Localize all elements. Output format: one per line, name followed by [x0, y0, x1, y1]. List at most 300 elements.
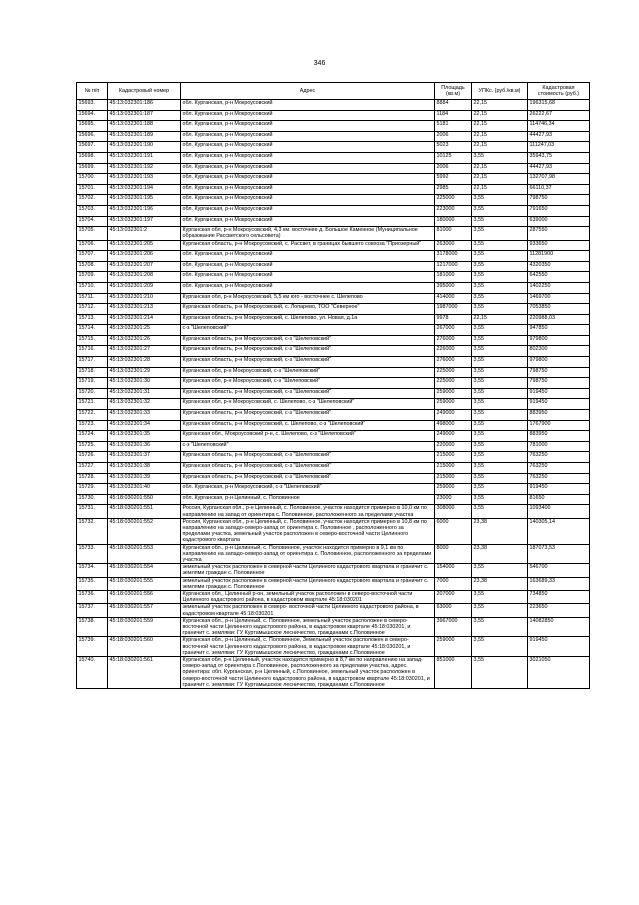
cell-address: обл. Курганская, р-н Мокроусовский [181, 216, 435, 227]
cell-area: 267000 [435, 325, 472, 336]
table-row [77, 617, 590, 637]
cell-upks: 3,55 [472, 473, 528, 484]
cell-cadastral-number: 45:13:032301:195 [108, 195, 181, 206]
cell-cadastral-value: 26222,67 [528, 110, 590, 121]
cell-cadastral-value: 7053850 [528, 304, 590, 315]
page-number: 346 [313, 60, 326, 67]
cell-cadastral-value: 66110,37 [528, 184, 590, 195]
cell-upks: 3,55 [472, 325, 528, 336]
cell-cadastral-value: 287550 [528, 227, 590, 240]
cell-upks: 3,55 [472, 152, 528, 163]
cell-address: Курганская обл, р-н Мокроусовский, с-з "Шелеповский" [181, 367, 435, 378]
cell-address: Курганская область, р-н Мокроусовский, с-з "Шелеповский" [181, 473, 435, 484]
table-row [77, 657, 590, 689]
table-row [77, 410, 590, 421]
cell-number: 15736. [77, 591, 108, 604]
cell-cadastral-number: 45:18:030201:557 [108, 604, 181, 617]
cell-cadastral-number: 45:13:032301:40 [108, 484, 181, 495]
cell-address: с-з "Шелеповский" [181, 325, 435, 336]
cell-upks: 22,15 [472, 100, 528, 111]
cell-area: 395000 [435, 282, 472, 293]
cell-upks: 3,55 [472, 505, 528, 518]
cell-cadastral-number: 45:13:032301:193 [108, 174, 181, 185]
cell-cadastral-value: 196315,68 [528, 100, 590, 111]
cell-address: Россия, Курганская обл., р-н Целинный, с. Половинное, участок находится примерно в 10,8 км по направлению на западо-северо-запад от ориентира с. Половинное , расположенного за пределами участка, земельный участок расположен в северо-восточной части Целинного кадастрового квартала [181, 518, 435, 544]
cell-area: 7000 [435, 577, 472, 590]
cell-number: 15699. [77, 163, 108, 174]
table-row [77, 293, 590, 304]
table-row [77, 163, 590, 174]
cell-number: 15703. [77, 205, 108, 216]
cell-upks: 3,55 [472, 357, 528, 368]
cell-upks: 3,55 [472, 399, 528, 410]
cell-number: 15717. [77, 357, 108, 368]
cell-cadastral-number: 45:18:030201:555 [108, 577, 181, 590]
cell-cadastral-value: 163689,33 [528, 577, 590, 590]
cell-cadastral-number: 45:13:032301:25 [108, 325, 181, 336]
cell-number: 15721. [77, 399, 108, 410]
cell-area: 3967000 [435, 617, 472, 637]
table-row [77, 494, 590, 505]
cell-area: 225000 [435, 195, 472, 206]
cell-address: обл. Курганская, р-н Мокроусовский [181, 100, 435, 111]
cell-area: 2006 [435, 131, 472, 142]
cell-area: 259000 [435, 637, 472, 657]
cell-upks: 22,15 [472, 142, 528, 153]
cell-area: 180000 [435, 216, 472, 227]
cell-cadastral-value: 114746,34 [528, 121, 590, 132]
cell-cadastral-number: 45:13:032301:2 [108, 227, 181, 240]
cell-upks: 22,15 [472, 314, 528, 325]
cell-cadastral-value: 919450 [528, 637, 590, 657]
cell-upks: 3,55 [472, 463, 528, 474]
cell-address: земельный участок расположен в северо- восточной части Целинного кадастрового района, в кадастровом квартале 45:18:030201 [181, 604, 435, 617]
table-row [77, 484, 590, 495]
table-row [77, 216, 590, 227]
header-upks: УПКс. (руб./кв.м) [472, 83, 528, 100]
cell-upks: 22,15 [472, 131, 528, 142]
cell-number: 15711. [77, 293, 108, 304]
cell-upks: 3,55 [472, 205, 528, 216]
cell-cadastral-value: 798750 [528, 195, 590, 206]
cell-cadastral-number: 45:18:030201:552 [108, 518, 181, 544]
cell-area: 181000 [435, 272, 472, 283]
table-row [77, 452, 590, 463]
cell-cadastral-value: 3021050 [528, 657, 590, 689]
cell-area: 215000 [435, 452, 472, 463]
cell-upks: 3,55 [472, 304, 528, 315]
cell-cadastral-value: 44427,93 [528, 131, 590, 142]
cell-number: 15733. [77, 544, 108, 564]
table-row [77, 346, 590, 357]
header-cadastral-number: Кадастровый номер [108, 83, 181, 100]
cell-address: обл. Курганская, р-н Мокроусовский, с-з "Шелеповский" [181, 484, 435, 495]
cell-area: 5181 [435, 121, 472, 132]
cell-cadastral-value: 11281900 [528, 251, 590, 262]
cell-upks: 22,15 [472, 110, 528, 121]
cell-address: обл. Курганская, р-н Мокроусовский [181, 121, 435, 132]
cell-cadastral-value: 1093400 [528, 505, 590, 518]
cell-address: обл. Курганская, р-н Мокроусовский [181, 205, 435, 216]
table-row [77, 131, 590, 142]
cell-address: Россия, Курганская обл., р-н Целинный, с. Половинное, участок находится примерно в 10,0 км по направлению на запад от ориентира с. Половинное, расположенного за пределами участка [181, 505, 435, 518]
cell-area: 207000 [435, 591, 472, 604]
table-row [77, 518, 590, 544]
cell-cadastral-value: 223650 [528, 604, 590, 617]
cell-upks: 3,55 [472, 251, 528, 262]
cell-address: Курганская обл., р-н Целинный, с. Половинное, земельный участок расположен в северо-восточной части Целинного кадастрового района, в кадастровом квартале 45:18:030201, и граничит с. землями: ГУ Куртамышское лесничество, гражданами с.Половинное [181, 617, 435, 637]
table-row [77, 282, 590, 293]
cell-address: Курганская обл., Целинный р-он, земельный участок расположен в северо-восточной части Целинного кадастрового района, в кадастровом квартале 45:18:030201 [181, 591, 435, 604]
cell-address: Курганская область, р-н Мокроусовский, с-з "Шелеповский" [181, 346, 435, 357]
cell-number: 15735. [77, 577, 108, 590]
cell-upks: 3,55 [472, 410, 528, 421]
cell-address: Курганская область, р-н Мокроусовский, с-з "Шелеповский" [181, 357, 435, 368]
cell-cadastral-number: 45:13:032301:26 [108, 335, 181, 346]
cell-cadastral-number: 45:13:032301:197 [108, 216, 181, 227]
cell-cadastral-value: 81650 [528, 494, 590, 505]
cell-cadastral-number: 45:13:032301:187 [108, 110, 181, 121]
cell-cadastral-number: 45:13:032301:191 [108, 152, 181, 163]
cell-cadastral-value: 979800 [528, 335, 590, 346]
cell-cadastral-number: 45:13:032301:39 [108, 473, 181, 484]
table-row [77, 272, 590, 283]
table-row [77, 399, 590, 410]
table-row [77, 564, 590, 577]
cell-address: Курганская обл., Мокроусовский р-н, с. Шелепово, с-з "Шелеповский" [181, 431, 435, 442]
table-row [77, 251, 590, 262]
cell-cadastral-value: 919450 [528, 484, 590, 495]
cell-number: 15722. [77, 410, 108, 421]
cell-upks: 3,55 [472, 420, 528, 431]
cell-cadastral-value: 919450 [528, 388, 590, 399]
cell-cadastral-value: 132707,98 [528, 174, 590, 185]
cell-upks: 22,15 [472, 163, 528, 174]
table-row [77, 110, 590, 121]
cell-cadastral-number: 45:13:032301:38 [108, 463, 181, 474]
cell-number: 15694. [77, 110, 108, 121]
cell-number: 15709. [77, 272, 108, 283]
cell-number: 15738. [77, 617, 108, 637]
cell-cadastral-number: 45:13:032301:205 [108, 240, 181, 251]
cell-number: 15718. [77, 367, 108, 378]
cell-number: 15729. [77, 484, 108, 495]
cell-address: Курганская обл., р-н Целинный, с. Половинное, участок находится примерно в 9,1 км по направлению на западо-северо-запад от ориентира с. Половинное, расположенного за пределами участка [181, 544, 435, 564]
cell-area: 225000 [435, 378, 472, 389]
cell-upks: 3,55 [472, 604, 528, 617]
cell-cadastral-number: 45:13:032301:206 [108, 251, 181, 262]
cell-upks: 3,55 [472, 367, 528, 378]
cell-upks: 3,55 [472, 282, 528, 293]
cell-area: 154000 [435, 564, 472, 577]
header-address: Адрес [181, 83, 435, 100]
cell-cadastral-number: 45:13:032301:214 [108, 314, 181, 325]
cell-address: обл. Курганская, р-н Мокроусовский [181, 184, 435, 195]
cell-number: 15725. [77, 441, 108, 452]
cell-number: 15732. [77, 518, 108, 544]
cell-area: 5023 [435, 142, 472, 153]
cell-address: обл. Курганская, р-н Мокроусовский [181, 131, 435, 142]
cell-cadastral-number: 45:18:030201:550 [108, 494, 181, 505]
cell-area: 1987000 [435, 304, 472, 315]
cell-cadastral-number: 45:13:032301:33 [108, 410, 181, 421]
cell-upks: 3,55 [472, 293, 528, 304]
cell-number: 15695. [77, 121, 108, 132]
cell-address: Курганская обл., р-н Целинный, с. Половинное, Земельный участок расположен в северо-восточной части Целинного кадастрового района, в кадастровом квартале 45:18:030201, и граничит с. землями: ГУ Куртамышское лесничество, гражданами с.Половинное [181, 637, 435, 657]
cell-number: 15693. [77, 100, 108, 111]
table-row [77, 205, 590, 216]
cell-cadastral-value: 1767900 [528, 420, 590, 431]
cell-address: обл. Курганская, р-н Мокроусовский [181, 272, 435, 283]
cell-cadastral-number: 45:18:030201:551 [108, 505, 181, 518]
cell-upks: 3,55 [472, 637, 528, 657]
cell-address: обл. Курганская, р-н Мокроусовский [181, 152, 435, 163]
cell-area: 8884 [435, 100, 472, 111]
cell-upks: 22,15 [472, 121, 528, 132]
cell-cadastral-value: 763250 [528, 473, 590, 484]
cell-area: 498000 [435, 420, 472, 431]
table-row [77, 367, 590, 378]
cell-address: Курганская область, р-н Мокроусовский, с-з "Шелеповский" [181, 463, 435, 474]
cell-address: земельный участок расположен в северной части Целинного кадастрового квартала и граничит с. землями граждан с. Половинное [181, 577, 435, 590]
cell-area: 215000 [435, 473, 472, 484]
cell-upks: 3,55 [472, 564, 528, 577]
cell-cadastral-number: 45:13:032301:188 [108, 121, 181, 132]
table-row [77, 240, 590, 251]
cell-number: 15726. [77, 452, 108, 463]
cell-cadastral-value: 1402250 [528, 282, 590, 293]
cell-cadastral-number: 45:13:032301:194 [108, 184, 181, 195]
cell-area: 225000 [435, 367, 472, 378]
cell-number: 15727. [77, 463, 108, 474]
cell-upks: 3,55 [472, 261, 528, 272]
cell-cadastral-number: 45:13:032301:186 [108, 100, 181, 111]
cell-address: обл. Курганская, р-н Мокроусовский [181, 174, 435, 185]
cell-cadastral-value: 187073,53 [528, 544, 590, 564]
cell-cadastral-value: 919450 [528, 399, 590, 410]
cell-cadastral-value: 14082850 [528, 617, 590, 637]
table-row [77, 357, 590, 368]
cell-number: 15702. [77, 195, 108, 206]
cell-address: Курганская обл, р-н Мокроусовский, с-з "Шелеповский" [181, 378, 435, 389]
cell-cadastral-number: 45:13:032301:32 [108, 399, 181, 410]
cell-cadastral-number: 45:13:032301:31 [108, 388, 181, 399]
header-area: Площадь (кв.м) [435, 83, 472, 100]
cell-area: 215000 [435, 463, 472, 474]
cell-cadastral-value: 4320350 [528, 261, 590, 272]
header-cadastral-value: Кадастровая стоимость (руб.) [528, 83, 590, 100]
cell-address: с-з "Шелеповский" [181, 441, 435, 452]
cell-address: обл. Курганская, р-н Мокроусовский [181, 251, 435, 262]
cell-cadastral-number: 45:13:032301:36 [108, 441, 181, 452]
cell-address: Курганская область, р-н Мокроусовский, с. Шелепово, с-з "Шелеповский" [181, 420, 435, 431]
cell-number: 15696. [77, 131, 108, 142]
cell-upks: 22,15 [472, 174, 528, 185]
cell-area: 1217000 [435, 261, 472, 272]
cell-cadastral-number: 45:18:030201:556 [108, 591, 181, 604]
table-row [77, 441, 590, 452]
cell-upks: 3,55 [472, 657, 528, 689]
table-header-row [77, 83, 590, 100]
cell-cadastral-number: 45:13:032301:35 [108, 431, 181, 442]
table-row [77, 431, 590, 442]
cell-cadastral-number: 45:13:032301:190 [108, 142, 181, 153]
cell-number: 15701. [77, 184, 108, 195]
cell-area: 220000 [435, 441, 472, 452]
cell-number: 15724. [77, 431, 108, 442]
cell-cadastral-value: 546700 [528, 564, 590, 577]
table-row [77, 174, 590, 185]
cell-cadastral-number: 45:13:032301:37 [108, 452, 181, 463]
cell-number: 15719. [77, 378, 108, 389]
cell-number: 15706. [77, 240, 108, 251]
cell-cadastral-value: 1469700 [528, 293, 590, 304]
cell-cadastral-value: 220988,03 [528, 314, 590, 325]
cell-area: 81000 [435, 227, 472, 240]
cell-number: 15737. [77, 604, 108, 617]
cell-area: 223000 [435, 205, 472, 216]
cell-area: 3178000 [435, 251, 472, 262]
cell-address: Курганская область, р-н Мокроусовский, с-з "Шелеповский" [181, 452, 435, 463]
table-row [77, 637, 590, 657]
cell-cadastral-number: 45:13:032301:210 [108, 293, 181, 304]
cell-upks: 3,55 [472, 388, 528, 399]
table-row [77, 420, 590, 431]
cell-cadastral-number: 45:13:032301:209 [108, 282, 181, 293]
cell-upks: 23,38 [472, 544, 528, 564]
table-row [77, 304, 590, 315]
cell-cadastral-value: 802300 [528, 346, 590, 357]
cell-cadastral-value: 798750 [528, 378, 590, 389]
table-row [77, 142, 590, 153]
cell-area: 9978 [435, 314, 472, 325]
table-body [77, 100, 590, 689]
cell-number: 15712. [77, 304, 108, 315]
cell-cadastral-number: 45:13:032301:189 [108, 131, 181, 142]
cell-area: 226000 [435, 346, 472, 357]
cell-cadastral-value: 642550 [528, 272, 590, 283]
cell-number: 15730. [77, 494, 108, 505]
cell-area: 2006 [435, 163, 472, 174]
cell-cadastral-number: 45:13:032301:28 [108, 357, 181, 368]
table-row [77, 591, 590, 604]
cell-address: обл. Курганская, р-н Мокроусовский [181, 195, 435, 206]
cell-area: 6000 [435, 518, 472, 544]
cell-upks: 3,55 [472, 378, 528, 389]
table-row [77, 100, 590, 111]
cell-cadastral-value: 763250 [528, 452, 590, 463]
table-row [77, 335, 590, 346]
cell-cadastral-number: 45:13:032301:192 [108, 163, 181, 174]
table-row [77, 505, 590, 518]
cell-cadastral-number: 45:13:032301:196 [108, 205, 181, 216]
cell-number: 15713. [77, 314, 108, 325]
cell-area: 414000 [435, 293, 472, 304]
cell-address: обл. Курганская, р-н Мокроусовский [181, 261, 435, 272]
cell-area: 276000 [435, 335, 472, 346]
cell-address: Курганская область, р-н Мокроусовский, с. Лопарево, ТОО "Северное" [181, 304, 435, 315]
cell-address: обл. Курганская, р-н Мокроусовский [181, 282, 435, 293]
cell-area: 249000 [435, 410, 472, 421]
cell-area: 308000 [435, 505, 472, 518]
cell-upks: 3,55 [472, 272, 528, 283]
cell-area: 259000 [435, 399, 472, 410]
cell-address: обл. Курганская, р-н Мокроусовский [181, 163, 435, 174]
cell-address: Курганская обл, р-н Мокроусовский, 4,3 км. восточнее д. Большое Каменное (Муниципальное образование Рассветского сельсовета) [181, 227, 435, 240]
cell-address: обл. Курганская, р-н Мокроусовский [181, 142, 435, 153]
cell-area: 263000 [435, 240, 472, 251]
cell-upks: 3,55 [472, 227, 528, 240]
cell-address: земельный участок расположен в северной части Целинного кадастрового квартала и граничит с. землями граждан с. Половинное [181, 564, 435, 577]
table-row [77, 152, 590, 163]
cell-cadastral-value: 44427,93 [528, 163, 590, 174]
cell-cadastral-value: 763250 [528, 463, 590, 474]
table-row [77, 604, 590, 617]
cell-address: обл. Курганская, р-н Мокроусовский [181, 110, 435, 121]
cell-cadastral-value: 883950 [528, 410, 590, 421]
cell-cadastral-number: 45:18:030201:553 [108, 544, 181, 564]
cell-upks: 3,55 [472, 431, 528, 442]
cell-number: 15723. [77, 420, 108, 431]
cell-upks: 3,55 [472, 346, 528, 357]
cell-cadastral-number: 45:13:032301:29 [108, 367, 181, 378]
cell-cadastral-value: 140305,14 [528, 518, 590, 544]
cell-upks: 3,55 [472, 452, 528, 463]
table-row [77, 184, 590, 195]
cell-address: обл. Курганская, р-н Целинный, с. Половинное [181, 494, 435, 505]
table-row [77, 473, 590, 484]
cell-upks: 3,55 [472, 195, 528, 206]
cell-address: Курганская область, р-н Мокроусовский, с-з "Шелеповский" [181, 410, 435, 421]
cell-address: Курганская область, р-н Мокроусовский, с-з "Шелеповский" [181, 335, 435, 346]
cell-area: 851000 [435, 657, 472, 689]
cell-cadastral-number: 45:13:032301:27 [108, 346, 181, 357]
cell-upks: 23,38 [472, 577, 528, 590]
cell-upks: 3,55 [472, 335, 528, 346]
cell-number: 15714. [77, 325, 108, 336]
cell-area: 5992 [435, 174, 472, 185]
cell-upks: 3,55 [472, 591, 528, 604]
table-row [77, 121, 590, 132]
cell-number: 15734. [77, 564, 108, 577]
table-row [77, 325, 590, 336]
cell-upks: 3,55 [472, 441, 528, 452]
cell-cadastral-number: 45:18:030201:554 [108, 564, 181, 577]
cell-upks: 3,55 [472, 617, 528, 637]
cell-cadastral-number: 45:18:030201:560 [108, 637, 181, 657]
cell-upks: 3,55 [472, 494, 528, 505]
cell-area: 259000 [435, 484, 472, 495]
cell-address: Курганская область, р-н Мокроусовский, с. Шелепово, ул. Новая, д.1а [181, 314, 435, 325]
cell-cadastral-number: 45:18:030201:559 [108, 617, 181, 637]
cell-upks: 3,55 [472, 216, 528, 227]
cell-number: 15707. [77, 251, 108, 262]
cell-area: 63000 [435, 604, 472, 617]
cell-area: 249000 [435, 431, 472, 442]
table-row [77, 388, 590, 399]
cell-cadastral-value: 111247,03 [528, 142, 590, 153]
cadastral-table [76, 82, 590, 689]
cell-area: 1184 [435, 110, 472, 121]
cell-address: Курганская область, р-н Мокроусовский, с. Рассвет, в границах бывшего совхоза "Приозерный" [181, 240, 435, 251]
cell-number: 15710. [77, 282, 108, 293]
cell-cadastral-value: 639000 [528, 216, 590, 227]
table-row [77, 261, 590, 272]
cell-cadastral-value: 883950 [528, 431, 590, 442]
table-row [77, 314, 590, 325]
cell-number: 15716. [77, 346, 108, 357]
cell-cadastral-number: 45:13:032301:34 [108, 420, 181, 431]
